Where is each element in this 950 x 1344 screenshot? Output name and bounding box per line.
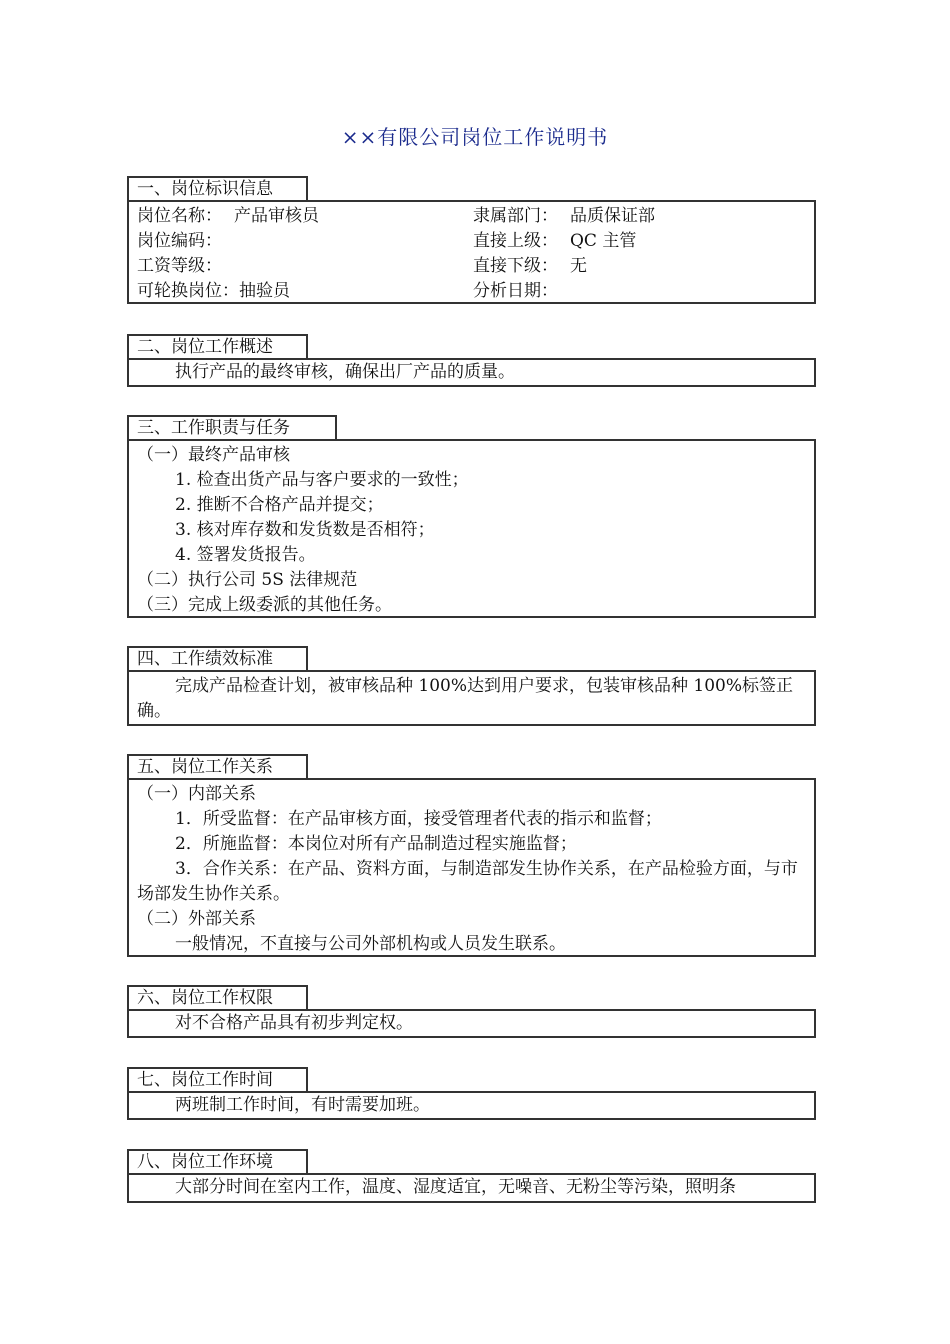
section-7-box (127, 1091, 816, 1120)
section-2-heading: 二、岗位工作概述 (127, 334, 308, 358)
list-item: 2．所施监督：本岗位对所有产品制造过程实施监督； (175, 834, 577, 854)
field-label: 岗位名称： (137, 206, 222, 226)
list-item: 3. 核对库存数和发货数是否相符； (175, 520, 435, 540)
list-item: 4. 签署发货报告。 (175, 545, 316, 565)
section-5-heading: 五、岗位工作关系 (127, 754, 308, 778)
info-row (129, 204, 814, 229)
environment-text: 大部分时间在室内工作，温度、湿度适宜，无噪音、无粉尘等污染，照明条 (175, 1177, 736, 1197)
subheading: （一）内部关系 (137, 784, 256, 804)
subheading: （一）最终产品审核 (137, 445, 290, 465)
field-label: 直接上级： (473, 231, 558, 251)
info-row (129, 279, 814, 304)
subheading: （二）外部关系 (137, 909, 256, 929)
field-value: 品质保证部 (570, 206, 655, 226)
section-7-heading: 七、岗位工作时间 (127, 1067, 308, 1091)
field-label: 直接下级： (473, 256, 558, 276)
list-item: 1. 检查出货产品与客户要求的一致性； (175, 470, 469, 490)
overview-text: 执行产品的最终审核，确保出厂产品的质量。 (175, 362, 515, 382)
field-label: 工资等级： (137, 256, 222, 276)
list-item: 3．合作关系：在产品、资料方面，与制造部发生协作关系，在产品检验方面，与市场部发生协作关系。 (137, 859, 798, 904)
info-row (129, 229, 814, 254)
section-5-box (127, 778, 816, 957)
field-label: 岗位编码： (137, 231, 222, 251)
performance-text: 完成产品检查计划，被审核品种 100%达到用户要求，包装审核品种 100%标签正确。 (137, 676, 794, 721)
field-value (558, 281, 570, 301)
section-2-box (127, 358, 816, 387)
field-value: 产品审核员 (234, 206, 319, 226)
section-4-heading: 四、工作绩效标准 (127, 646, 308, 670)
authority-text: 对不合格产品具有初步判定权。 (175, 1013, 413, 1033)
document-title: ××有限公司岗位工作说明书 (341, 125, 609, 149)
section-6-box (127, 1009, 816, 1038)
work-time-text: 两班制工作时间，有时需要加班。 (175, 1095, 430, 1115)
subheading: （二）执行公司 5S 法律规范 (137, 570, 358, 590)
info-row (129, 254, 814, 279)
field-label: 分析日期： (473, 281, 558, 301)
field-value (222, 231, 234, 251)
section-4-box (127, 670, 816, 726)
list-item: 2. 推断不合格产品并提交； (175, 495, 384, 515)
subheading: （三）完成上级委派的其他任务。 (137, 595, 392, 615)
field-value (222, 256, 234, 276)
field-label: 可轮换岗位： (137, 281, 239, 301)
external-relations-text: 一般情况，不直接与公司外部机构或人员发生联系。 (175, 934, 566, 954)
section-1-box (127, 200, 816, 304)
list-item: 1．所受监督：在产品审核方面，接受管理者代表的指示和监督； (175, 809, 662, 829)
field-value: 无 (570, 256, 587, 276)
section-3-box (127, 439, 816, 618)
field-label: 隶属部门： (473, 206, 558, 226)
section-6-heading: 六、岗位工作权限 (127, 985, 308, 1009)
field-value: QC 主管 (570, 231, 637, 251)
field-value: 抽验员 (239, 281, 290, 301)
section-3-heading: 三、工作职责与任务 (127, 415, 337, 439)
section-1-heading: 一、岗位标识信息 (127, 176, 308, 200)
section-8-heading: 八、岗位工作环境 (127, 1149, 308, 1173)
section-8-box (127, 1173, 816, 1203)
